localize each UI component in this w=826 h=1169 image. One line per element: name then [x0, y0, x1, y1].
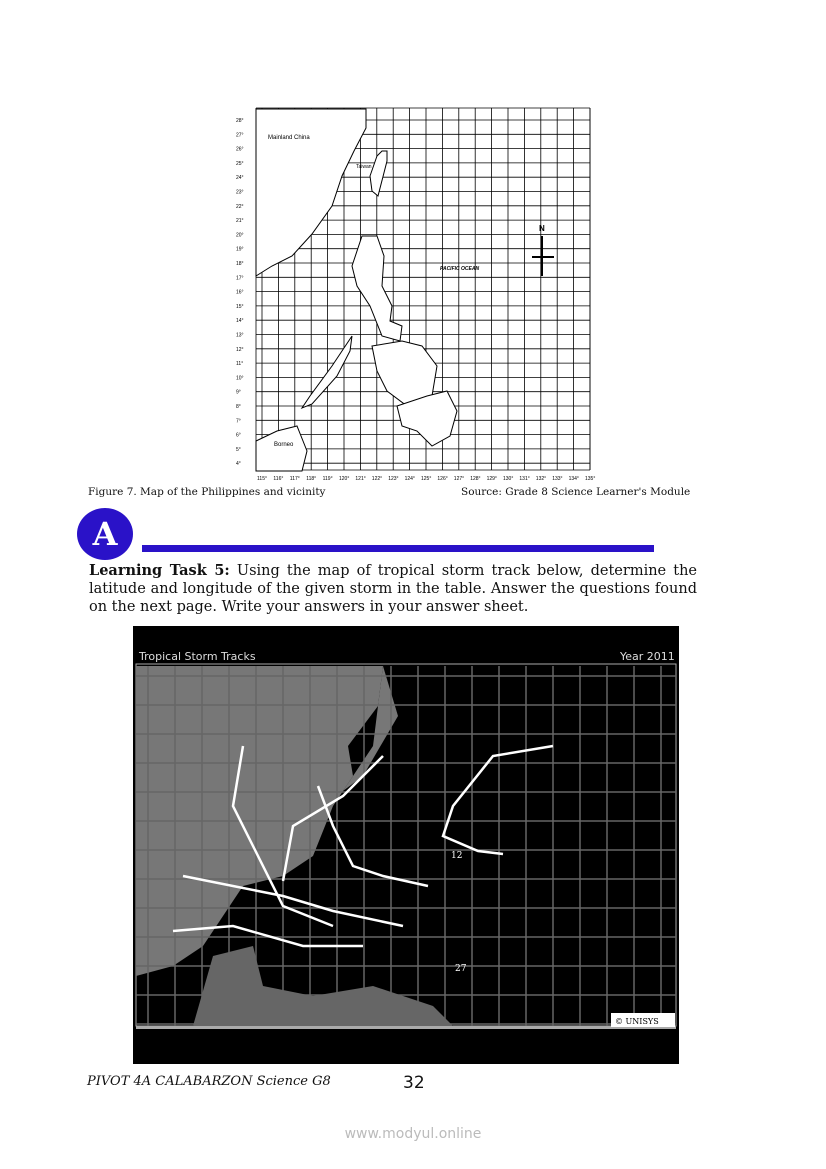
lat-tick-label: 25° [236, 160, 244, 167]
lon-tick-label: 129° [486, 476, 497, 482]
figure-source: Source: Grade 8 Science Learner's Module [461, 486, 691, 498]
lat-tick-label: 20° [236, 232, 244, 239]
lat-tick-label: 26° [236, 146, 244, 153]
north-label: N [539, 224, 545, 233]
compass-icon [532, 236, 554, 276]
lon-tick-label: 135° [585, 476, 596, 482]
lon-tick-label: 124° [404, 476, 415, 482]
lat-tick-label: 17° [236, 275, 244, 282]
lat-tick-label: 15° [236, 303, 244, 310]
figure-caption: Figure 7. Map of the Philippines and vicinity [88, 486, 326, 498]
lon-tick-label: 115° [257, 476, 267, 482]
lat-tick-label: 11° [236, 361, 244, 368]
lon-tick-label: 127° [453, 476, 465, 482]
lon-tick-label: 134° [568, 476, 579, 482]
lat-tick-label: 19° [236, 246, 244, 253]
label-pacific: PACIFIC OCEAN [440, 266, 480, 272]
unisys-credit: © UNISYS [615, 1017, 659, 1026]
lon-tick-label: 116° [273, 476, 284, 482]
lat-tick-label: 24° [236, 175, 244, 182]
storm-map-title: Tropical Storm Tracks [139, 650, 256, 663]
lat-tick-label: 6° [236, 432, 241, 439]
lat-tick-label: 18° [236, 261, 244, 267]
lon-tick-label: 117° [289, 476, 300, 482]
section-badge: A [77, 508, 133, 560]
lat-tick-label: 23° [236, 189, 244, 196]
lat-tick-label: 22° [236, 203, 244, 210]
task-body: Using the map of tropical storm track below, determine the latitude and longitude of the given storm in the table. Answer the questions found on the next page. Write your answers in your answer sheet. [89, 563, 697, 615]
footer-title: PIVOT 4A CALABARZON Science G8 [87, 1074, 331, 1089]
lat-tick-label: 21° [236, 218, 244, 225]
lat-tick-label: 10° [236, 375, 244, 382]
learning-task-text [89, 562, 697, 616]
lon-tick-label: 123° [388, 476, 399, 482]
storm-label: 27 [455, 964, 467, 974]
lat-tick-label: 14° [236, 318, 244, 325]
lat-tick-label: 9° [236, 389, 241, 396]
lon-tick-label: 125° [421, 476, 432, 482]
lon-tick-label: 133° [552, 476, 563, 482]
storm-map-year: Year 2011 [620, 650, 675, 663]
storm-label: 12 [451, 851, 463, 861]
lon-tick-label: 131° [519, 476, 530, 482]
lat-tick-label: 4° [236, 461, 241, 468]
section-divider [142, 545, 654, 552]
lat-tick-label: 7° [236, 418, 241, 425]
philippines-grid-map [232, 106, 602, 486]
lon-tick-label: 120° [339, 476, 350, 482]
page-number: 32 [403, 1073, 425, 1093]
lat-tick-label: 8° [236, 404, 241, 410]
lon-tick-label: 130° [503, 476, 514, 482]
lon-tick-label: 119° [322, 476, 333, 482]
label-borneo: Borneo [274, 442, 294, 448]
lon-tick-label: 128° [470, 476, 481, 482]
lon-tick-label: 132° [535, 476, 547, 482]
lat-tick-label: 13° [236, 332, 244, 339]
borneo [256, 426, 307, 471]
palawan [302, 336, 352, 408]
lon-tick-label: 126° [437, 476, 448, 482]
taiwan [370, 151, 387, 196]
lat-tick-label: 5° [236, 446, 241, 453]
lon-tick-label: 121° [355, 476, 366, 482]
lat-tick-label: 12° [236, 346, 244, 353]
label-taiwan: Taiwan [356, 164, 372, 170]
watermark: www.modyul.online [344, 1126, 482, 1142]
lat-tick-label: 27° [236, 132, 244, 139]
lon-tick-label: 122° [371, 476, 383, 482]
task-title: Learning Task 5: [89, 562, 230, 579]
label-china: Mainland China [268, 135, 310, 141]
lon-tick-label: 118° [306, 476, 317, 482]
storm-track-map [133, 626, 679, 1064]
lat-tick-label: 16° [236, 289, 244, 296]
lat-tick-label: 28° [236, 118, 244, 124]
